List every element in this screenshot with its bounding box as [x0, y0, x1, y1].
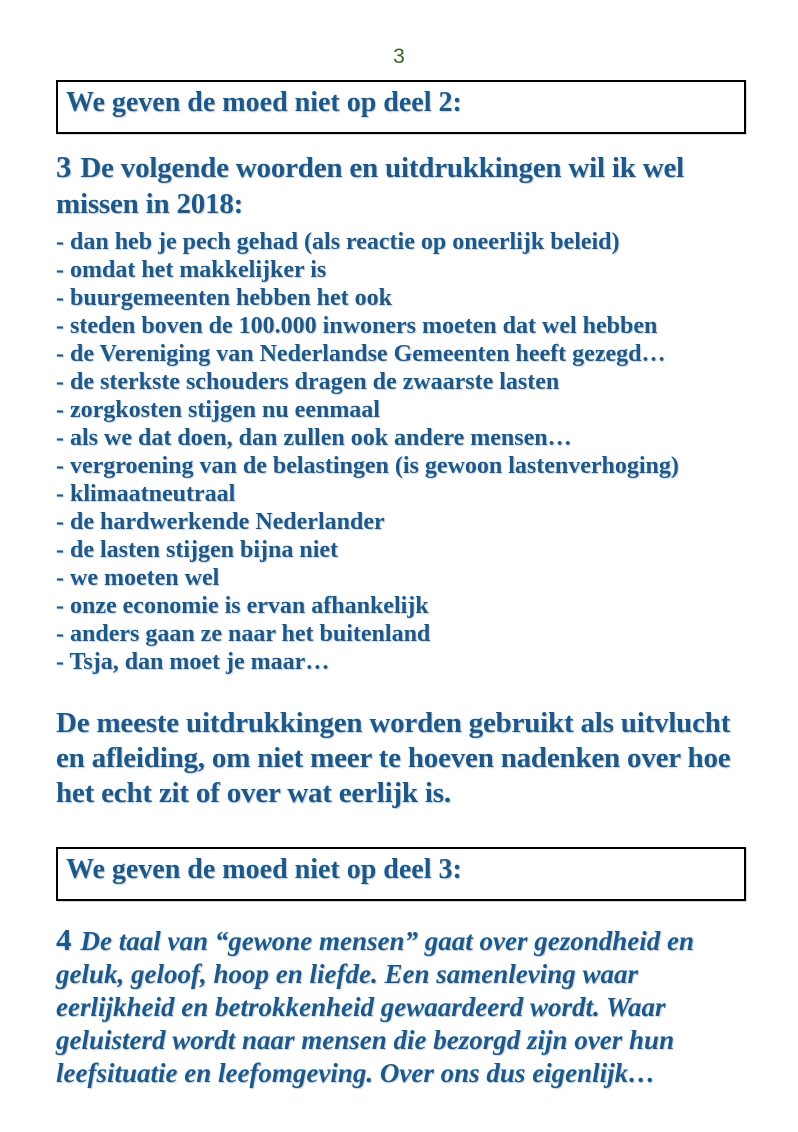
- list-item: - steden boven de 100.000 inwoners moeten dat wel hebben: [56, 313, 658, 339]
- list-item: - buurgemeenten hebben het ook: [56, 285, 393, 311]
- list-item: - omdat het makkelijker is: [56, 257, 327, 283]
- list-item: - Tsja, dan moet je maar…: [56, 649, 330, 675]
- section3-number: 3: [56, 149, 72, 184]
- list-item: - onze economie is ervan afhankelijk: [56, 593, 429, 619]
- list-item: - de hardwerkende Nederlander: [56, 509, 385, 535]
- boxed-header-deel3: [56, 847, 746, 901]
- section3-heading: [56, 149, 756, 222]
- boxed-header-deel2: [56, 80, 746, 134]
- list-item: - we moeten wel: [56, 565, 220, 591]
- section3-heading-text: De volgende woorden en uitdrukkingen wil ik wel missen in 2018:: [56, 152, 685, 220]
- list-item: - klimaatneutraal: [56, 481, 236, 507]
- boxed-header-deel3-label: We geven de moed niet op deel 3:: [66, 854, 462, 885]
- list-item: - zorgkosten stijgen nu eenmaal: [56, 397, 380, 423]
- section4-text: De taal van “gewone mensen” gaat over gezondheid en geluk, geloof, hoop en liefde. Een samenleving waar eerlijkheid en betrokkenheid gewaardeerd wordt. Waar geluisterd wordt naar mensen die bezorgd zijn over hun leefsituatie en leefomgeving. Over ons dus eigenlijk…: [56, 926, 694, 1088]
- list-item: - vergroening van de belastingen (is gewoon lastenverhoging): [56, 453, 679, 479]
- list-item: - anders gaan ze naar het buitenland: [56, 621, 431, 647]
- expressions-list: [56, 228, 756, 676]
- section4-number: 4: [56, 922, 72, 957]
- list-item: - de sterkste schouders dragen de zwaarste lasten: [56, 369, 560, 395]
- list-item: - de lasten stijgen bijna niet: [56, 537, 338, 563]
- page-number: 3: [393, 45, 405, 68]
- boxed-header-deel2-label: We geven de moed niet op deel 2:: [66, 87, 462, 118]
- section4-paragraph: [56, 923, 756, 1090]
- list-item: - als we dat doen, dan zullen ook andere mensen…: [56, 425, 572, 451]
- list-item: - de Vereniging van Nederlandse Gemeenten heeft gezegd…: [56, 341, 666, 367]
- summary-paragraph: De meeste uitdrukkingen worden gebruikt als uitvlucht en afleiding, om niet meer te hoeven nadenken over hoe het echt zit of over wat eerlijk is.: [56, 707, 731, 809]
- document-content: [0, 80, 766, 1090]
- list-item: - dan heb je pech gehad (als reactie op oneerlijk beleid): [56, 229, 620, 255]
